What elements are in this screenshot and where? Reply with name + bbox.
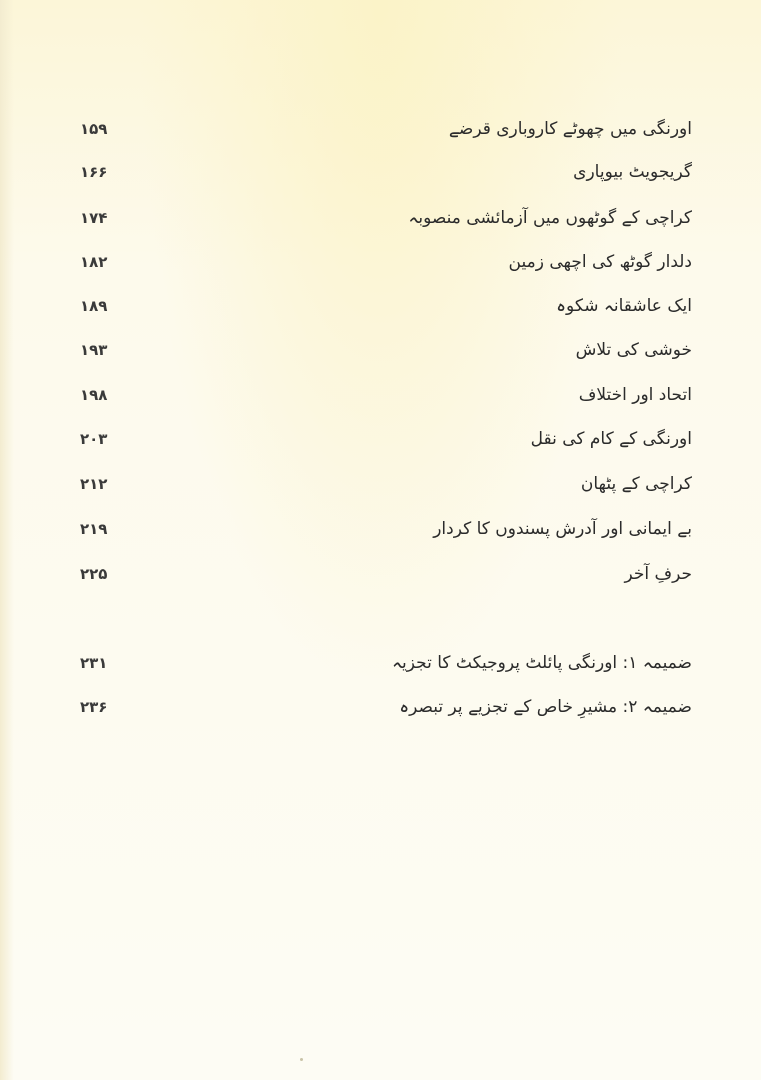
toc-appendix-entry: [80, 691, 692, 723]
toc-entry-page-number: ۱۸۲: [80, 253, 108, 271]
paper-speck: [300, 1058, 303, 1061]
toc-entry: [80, 246, 692, 278]
toc-entry-title: حرفِ آخر: [624, 564, 692, 584]
toc-entry-page-number: ۱۸۹: [80, 297, 108, 315]
toc-entry-title: دلدار گوٹھ کی اچھی زمین: [508, 252, 692, 272]
toc-entry-page-number: ۱۷۴: [80, 209, 108, 227]
toc-entry-title: اورنگی میں چھوٹے کاروباری قرضے: [448, 119, 692, 139]
toc-entry: [80, 290, 692, 322]
toc-appendix-page-number: ۲۳۱: [80, 654, 108, 672]
toc-entry-title: بے ایمانی اور آدرش پسندوں کا کردار: [433, 519, 692, 539]
toc-entry-page-number: ۱۹۸: [80, 386, 108, 404]
toc-entry-title: گریجویٹ بیوپاری: [573, 162, 692, 182]
toc-entry-page-number: ۲۱۹: [80, 520, 108, 538]
toc-entry-title: خوشی کی تلاش: [575, 340, 692, 360]
toc-appendix-title: ضمیمہ ۱: اورنگی پائلٹ پروجیکٹ کا تجزیہ: [392, 653, 692, 673]
toc-entry: [80, 513, 692, 545]
toc-appendix-entry: [80, 647, 692, 679]
toc-entry-page-number: ۲۱۲: [80, 475, 108, 493]
toc-entry-page-number: ۲۰۳: [80, 430, 108, 448]
toc-entry: [80, 113, 692, 145]
toc-appendix-page-number: ۲۳۶: [80, 698, 108, 716]
toc-appendix-title: ضمیمہ ۲: مشیرِ خاص کے تجزیے پر تبصرہ: [399, 697, 692, 717]
toc-entry: [80, 423, 692, 455]
toc-entry-page-number: ۱۹۳: [80, 341, 108, 359]
toc-entry-title: کراچی کے پٹھان: [580, 474, 692, 494]
toc-entry: [80, 379, 692, 411]
toc-entry: [80, 468, 692, 500]
toc-entry-title: اورنگی کے کام کی نقل: [530, 429, 692, 449]
toc-entry-title: کراچی کے گوٹھوں میں آزمائشی منصوبہ: [408, 208, 692, 228]
toc-entry-title: اتحاد اور اختلاف: [578, 385, 692, 405]
toc-entry: [80, 156, 692, 188]
toc-entry: [80, 202, 692, 234]
toc-entry-page-number: ۱۶۶: [80, 163, 108, 181]
toc-entry-page-number: ۱۵۹: [80, 120, 108, 138]
toc-entry-page-number: ۲۲۵: [80, 565, 108, 583]
toc-entry: [80, 558, 692, 590]
page-edge-shadow: [0, 0, 14, 1080]
toc-entry: [80, 334, 692, 366]
toc-entry-title: ایک عاشقانہ شکوہ: [556, 296, 692, 316]
